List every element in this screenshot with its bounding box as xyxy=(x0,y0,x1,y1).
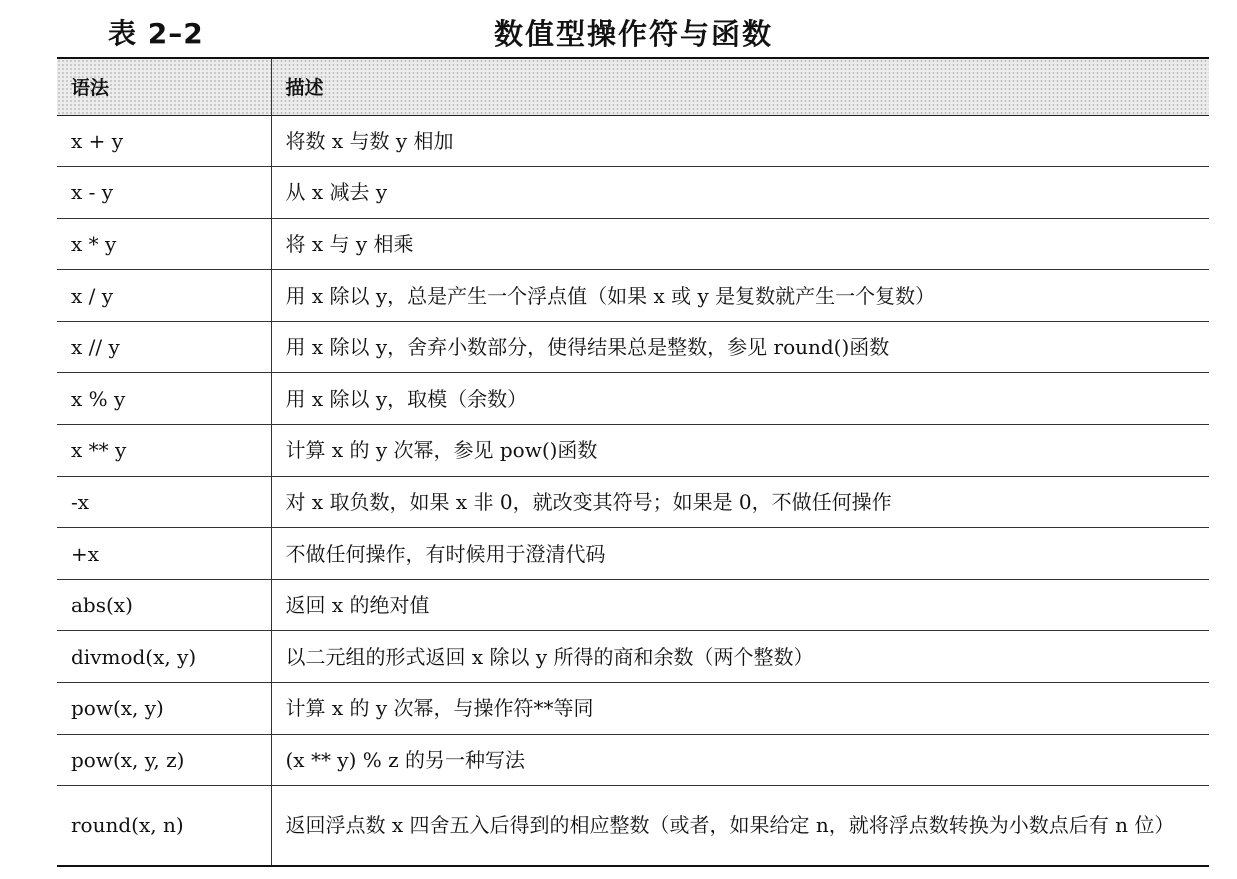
table-header xyxy=(57,58,1209,115)
header-row xyxy=(57,58,1209,115)
description-cell: 用 x 除以 y，取模（余数） xyxy=(271,373,1209,425)
description-cell: 返回浮点数 x 四舍五入后得到的相应整数（或者，如果给定 n，就将浮点数转换为小数点后有 n 位） xyxy=(271,786,1209,866)
description-cell: 对 x 取负数，如果 x 非 0，就改变其符号；如果是 0，不做任何操作 xyxy=(271,476,1209,528)
table-row xyxy=(57,425,1209,477)
header-description: 描述 xyxy=(271,58,1209,115)
table-row xyxy=(57,218,1209,270)
description-cell: 用 x 除以 y，总是产生一个浮点值（如果 x 或 y 是复数就产生一个复数） xyxy=(271,270,1209,322)
table-row xyxy=(57,115,1209,167)
description-cell: 返回 x 的绝对值 xyxy=(271,579,1209,631)
description-cell: 将 x 与 y 相乘 xyxy=(271,218,1209,270)
syntax-cell: x // y xyxy=(57,321,271,373)
syntax-cell: x + y xyxy=(57,115,271,167)
syntax-cell: x / y xyxy=(57,270,271,322)
syntax-cell: -x xyxy=(57,476,271,528)
syntax-cell: pow(x, y, z) xyxy=(57,734,271,786)
description-cell: 从 x 减去 y xyxy=(271,167,1209,219)
header-syntax: 语法 xyxy=(57,58,271,115)
syntax-cell: x - y xyxy=(57,167,271,219)
operators-table xyxy=(57,57,1209,867)
description-cell: 计算 x 的 y 次幂，与操作符**等同 xyxy=(271,683,1209,735)
table-caption xyxy=(0,0,1237,56)
description-cell: (x ** y) % z 的另一种写法 xyxy=(271,734,1209,786)
syntax-cell: divmod(x, y) xyxy=(57,631,271,683)
table-row xyxy=(57,167,1209,219)
syntax-cell: x % y xyxy=(57,373,271,425)
syntax-cell: pow(x, y) xyxy=(57,683,271,735)
description-cell: 不做任何操作，有时候用于澄清代码 xyxy=(271,528,1209,580)
table-row xyxy=(57,683,1209,735)
syntax-cell: round(x, n) xyxy=(57,786,271,866)
table-body xyxy=(57,115,1209,866)
table-row xyxy=(57,528,1209,580)
syntax-cell: x ** y xyxy=(57,425,271,477)
table-row xyxy=(57,373,1209,425)
syntax-cell: +x xyxy=(57,528,271,580)
table-row xyxy=(57,631,1209,683)
syntax-cell: x * y xyxy=(57,218,271,270)
table-number: 表 2–2 xyxy=(108,17,204,50)
description-cell: 用 x 除以 y，舍弃小数部分，使得结果总是整数，参见 round()函数 xyxy=(271,321,1209,373)
table-row xyxy=(57,476,1209,528)
table-row xyxy=(57,321,1209,373)
syntax-cell: abs(x) xyxy=(57,579,271,631)
table-row xyxy=(57,579,1209,631)
table-row xyxy=(57,786,1209,866)
table-row xyxy=(57,270,1209,322)
description-cell: 将数 x 与数 y 相加 xyxy=(271,115,1209,167)
table-row xyxy=(57,734,1209,786)
description-cell: 计算 x 的 y 次幂，参见 pow()函数 xyxy=(271,425,1209,477)
description-cell: 以二元组的形式返回 x 除以 y 所得的商和余数（两个整数） xyxy=(271,631,1209,683)
operators-table-container xyxy=(57,57,1209,867)
table-title: 数值型操作符与函数 xyxy=(493,17,773,51)
